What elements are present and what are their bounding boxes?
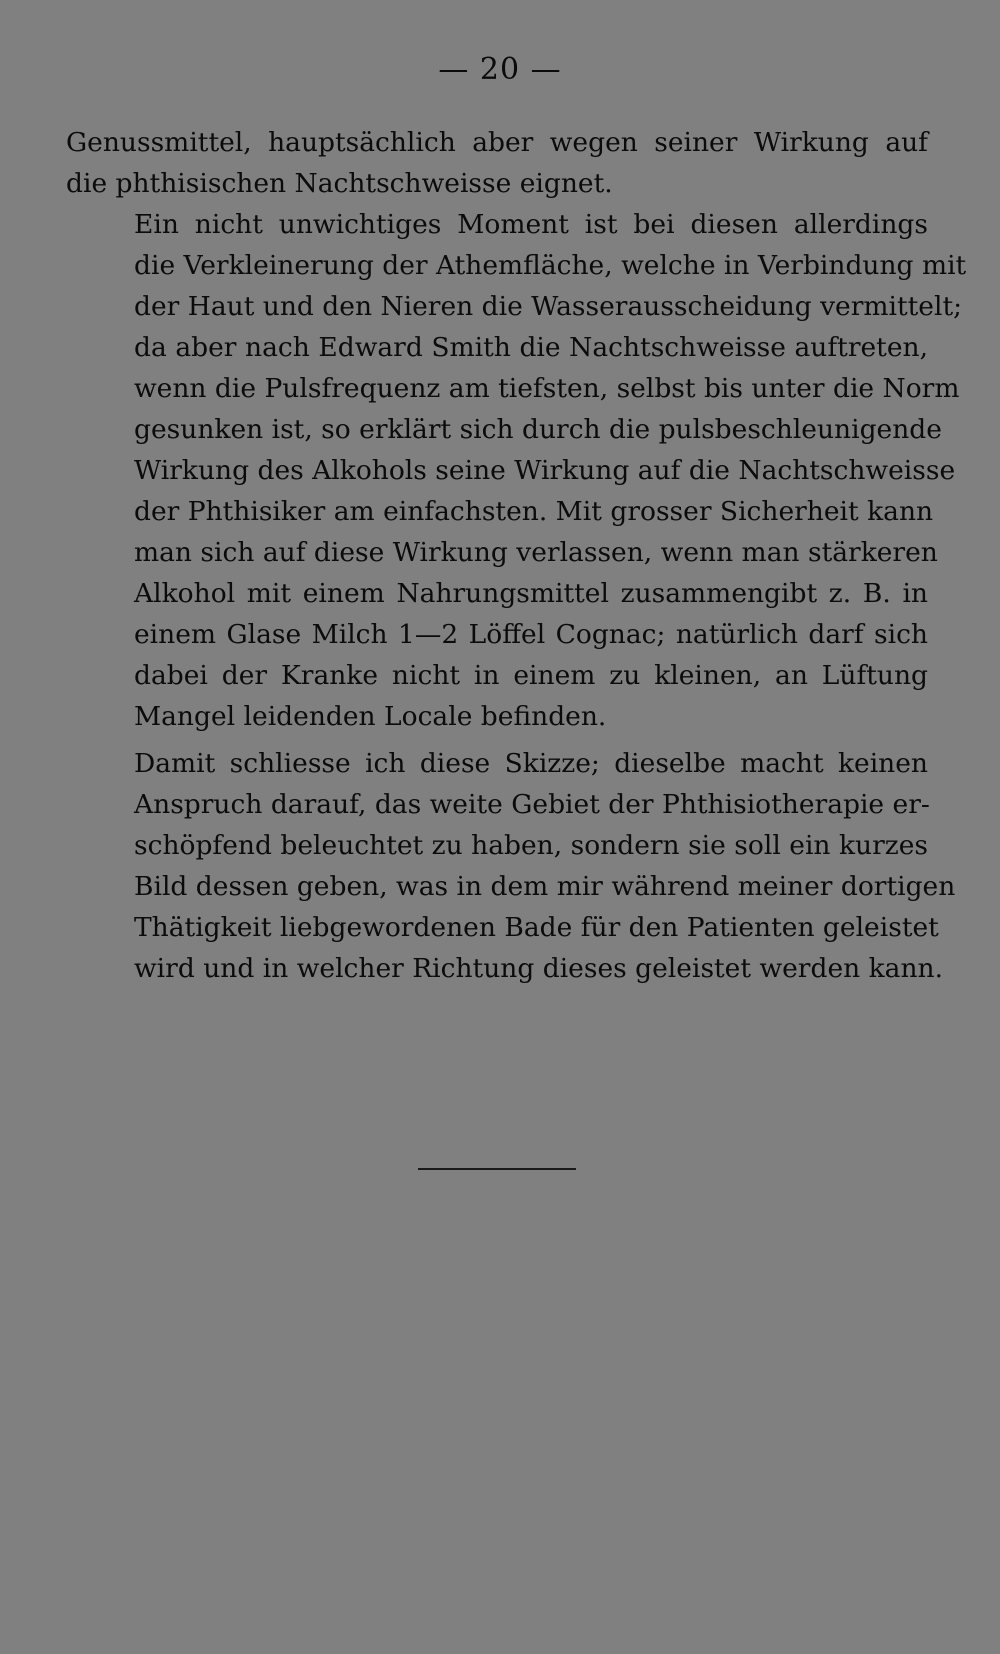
text-line: einem Glase Milch 1—2 Löffel Cognac; natürlich darf sich <box>134 619 928 650</box>
text-line: wird und in welcher Richtung dieses geleistet werden kann. <box>134 953 944 984</box>
text-line: die Verkleinerung der Athemfläche, welche in Verbindung mit <box>134 250 967 281</box>
paragraph-alcohol-effect <box>66 204 967 737</box>
text-line: man sich auf diese Wirkung verlassen, wenn man stärkeren <box>134 537 938 568</box>
paragraph-conclusion <box>66 743 956 989</box>
text-line: Bild dessen geben, was in dem mir während meiner dortigen <box>134 871 956 902</box>
text-line: da aber nach Edward Smith die Nachtschweisse auftreten, <box>134 332 928 363</box>
text-line: schöpfend beleuchtet zu haben, sondern sie soll ein kurzes <box>134 830 928 861</box>
text-line: Wirkung des Alkohols seine Wirkung auf die Nachtschweisse <box>134 455 956 486</box>
text-line: gesunken ist, so erklärt sich durch die pulsbeschleunigende <box>134 414 942 445</box>
text-line: der Haut und den Nieren die Wasserausscheidung vermittelt; <box>134 291 963 322</box>
text-line: dabei der Kranke nicht in einem zu kleinen, an Lüftung <box>134 660 928 691</box>
text-line: Damit schliesse ich diese Skizze; dieselbe macht keinen <box>134 748 928 779</box>
text-line: Genussmittel, hauptsächlich aber wegen seiner Wirkung auf <box>66 127 928 158</box>
text-line: Ein nicht unwichtiges Moment ist bei diesen allerdings <box>134 209 928 240</box>
text-line: Alkohol mit einem Nahrungsmittel zusammengibt z. B. in <box>134 578 928 609</box>
paragraph-continuation <box>66 122 928 204</box>
text-line: Mangel leidenden Locale befinden. <box>134 701 607 732</box>
page-number: — 20 — <box>438 52 562 87</box>
text-line: der Phthisiker am einfachsten. Mit grosser Sicherheit kann <box>134 496 934 527</box>
text-line: Anspruch darauf, das weite Gebiet der Phthisiotherapie er- <box>134 789 930 820</box>
text-line: Thätigkeit liebgewordenen Bade für den Patienten geleistet <box>134 912 939 943</box>
text-line: wenn die Pulsfrequenz am tiefsten, selbst bis unter die Norm <box>134 373 960 404</box>
end-rule-divider <box>418 1168 576 1170</box>
body-text <box>66 122 967 989</box>
text-line: die phthisischen Nachtschweisse eignet. <box>66 168 613 199</box>
